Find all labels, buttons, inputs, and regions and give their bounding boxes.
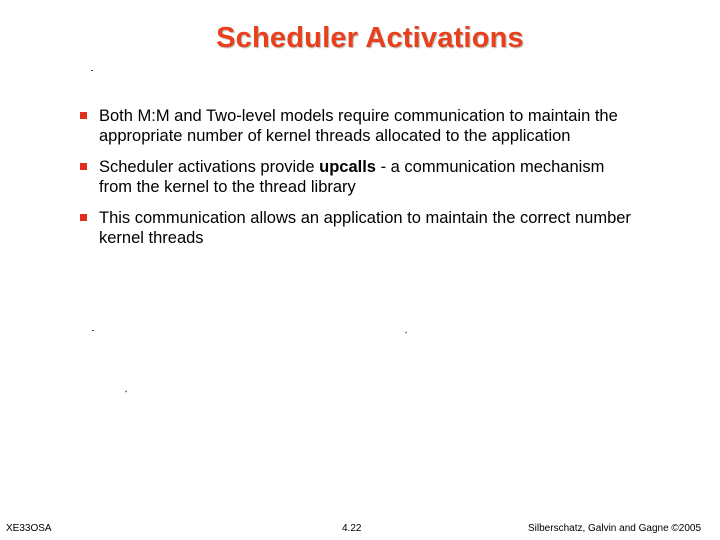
stray-mark — [92, 330, 94, 331]
bullet-list — [78, 106, 638, 259]
footer-copyright: Silberschatz, Galvin and Gagne ©2005 — [528, 523, 702, 534]
bullet-text: This communication allows an application to maintain the correct number kernel threads — [99, 209, 631, 247]
bullet-bold-term: upcalls — [319, 158, 376, 176]
bullet-text-before: Scheduler activations provide — [99, 158, 320, 176]
bullet-item — [78, 208, 638, 248]
stray-mark — [405, 331, 407, 333]
square-bullet-icon — [80, 214, 87, 221]
footer-page-number: 4.22 — [342, 523, 362, 534]
bullet-item — [78, 157, 638, 197]
bullet-item — [78, 106, 638, 146]
slide-title: Scheduler Activations — [216, 22, 524, 54]
square-bullet-icon — [80, 163, 87, 170]
stray-mark — [125, 390, 127, 392]
bullet-text-after: - a communication mechanism from the kernel to the thread library — [99, 158, 605, 196]
bullet-text: Both M:M and Two-level models require communication to maintain the appropriate number of kernel threads allocated to the application — [99, 107, 618, 145]
square-bullet-icon — [80, 112, 87, 119]
stray-mark — [91, 70, 93, 71]
footer-course-code: XE33OSA — [6, 523, 52, 534]
